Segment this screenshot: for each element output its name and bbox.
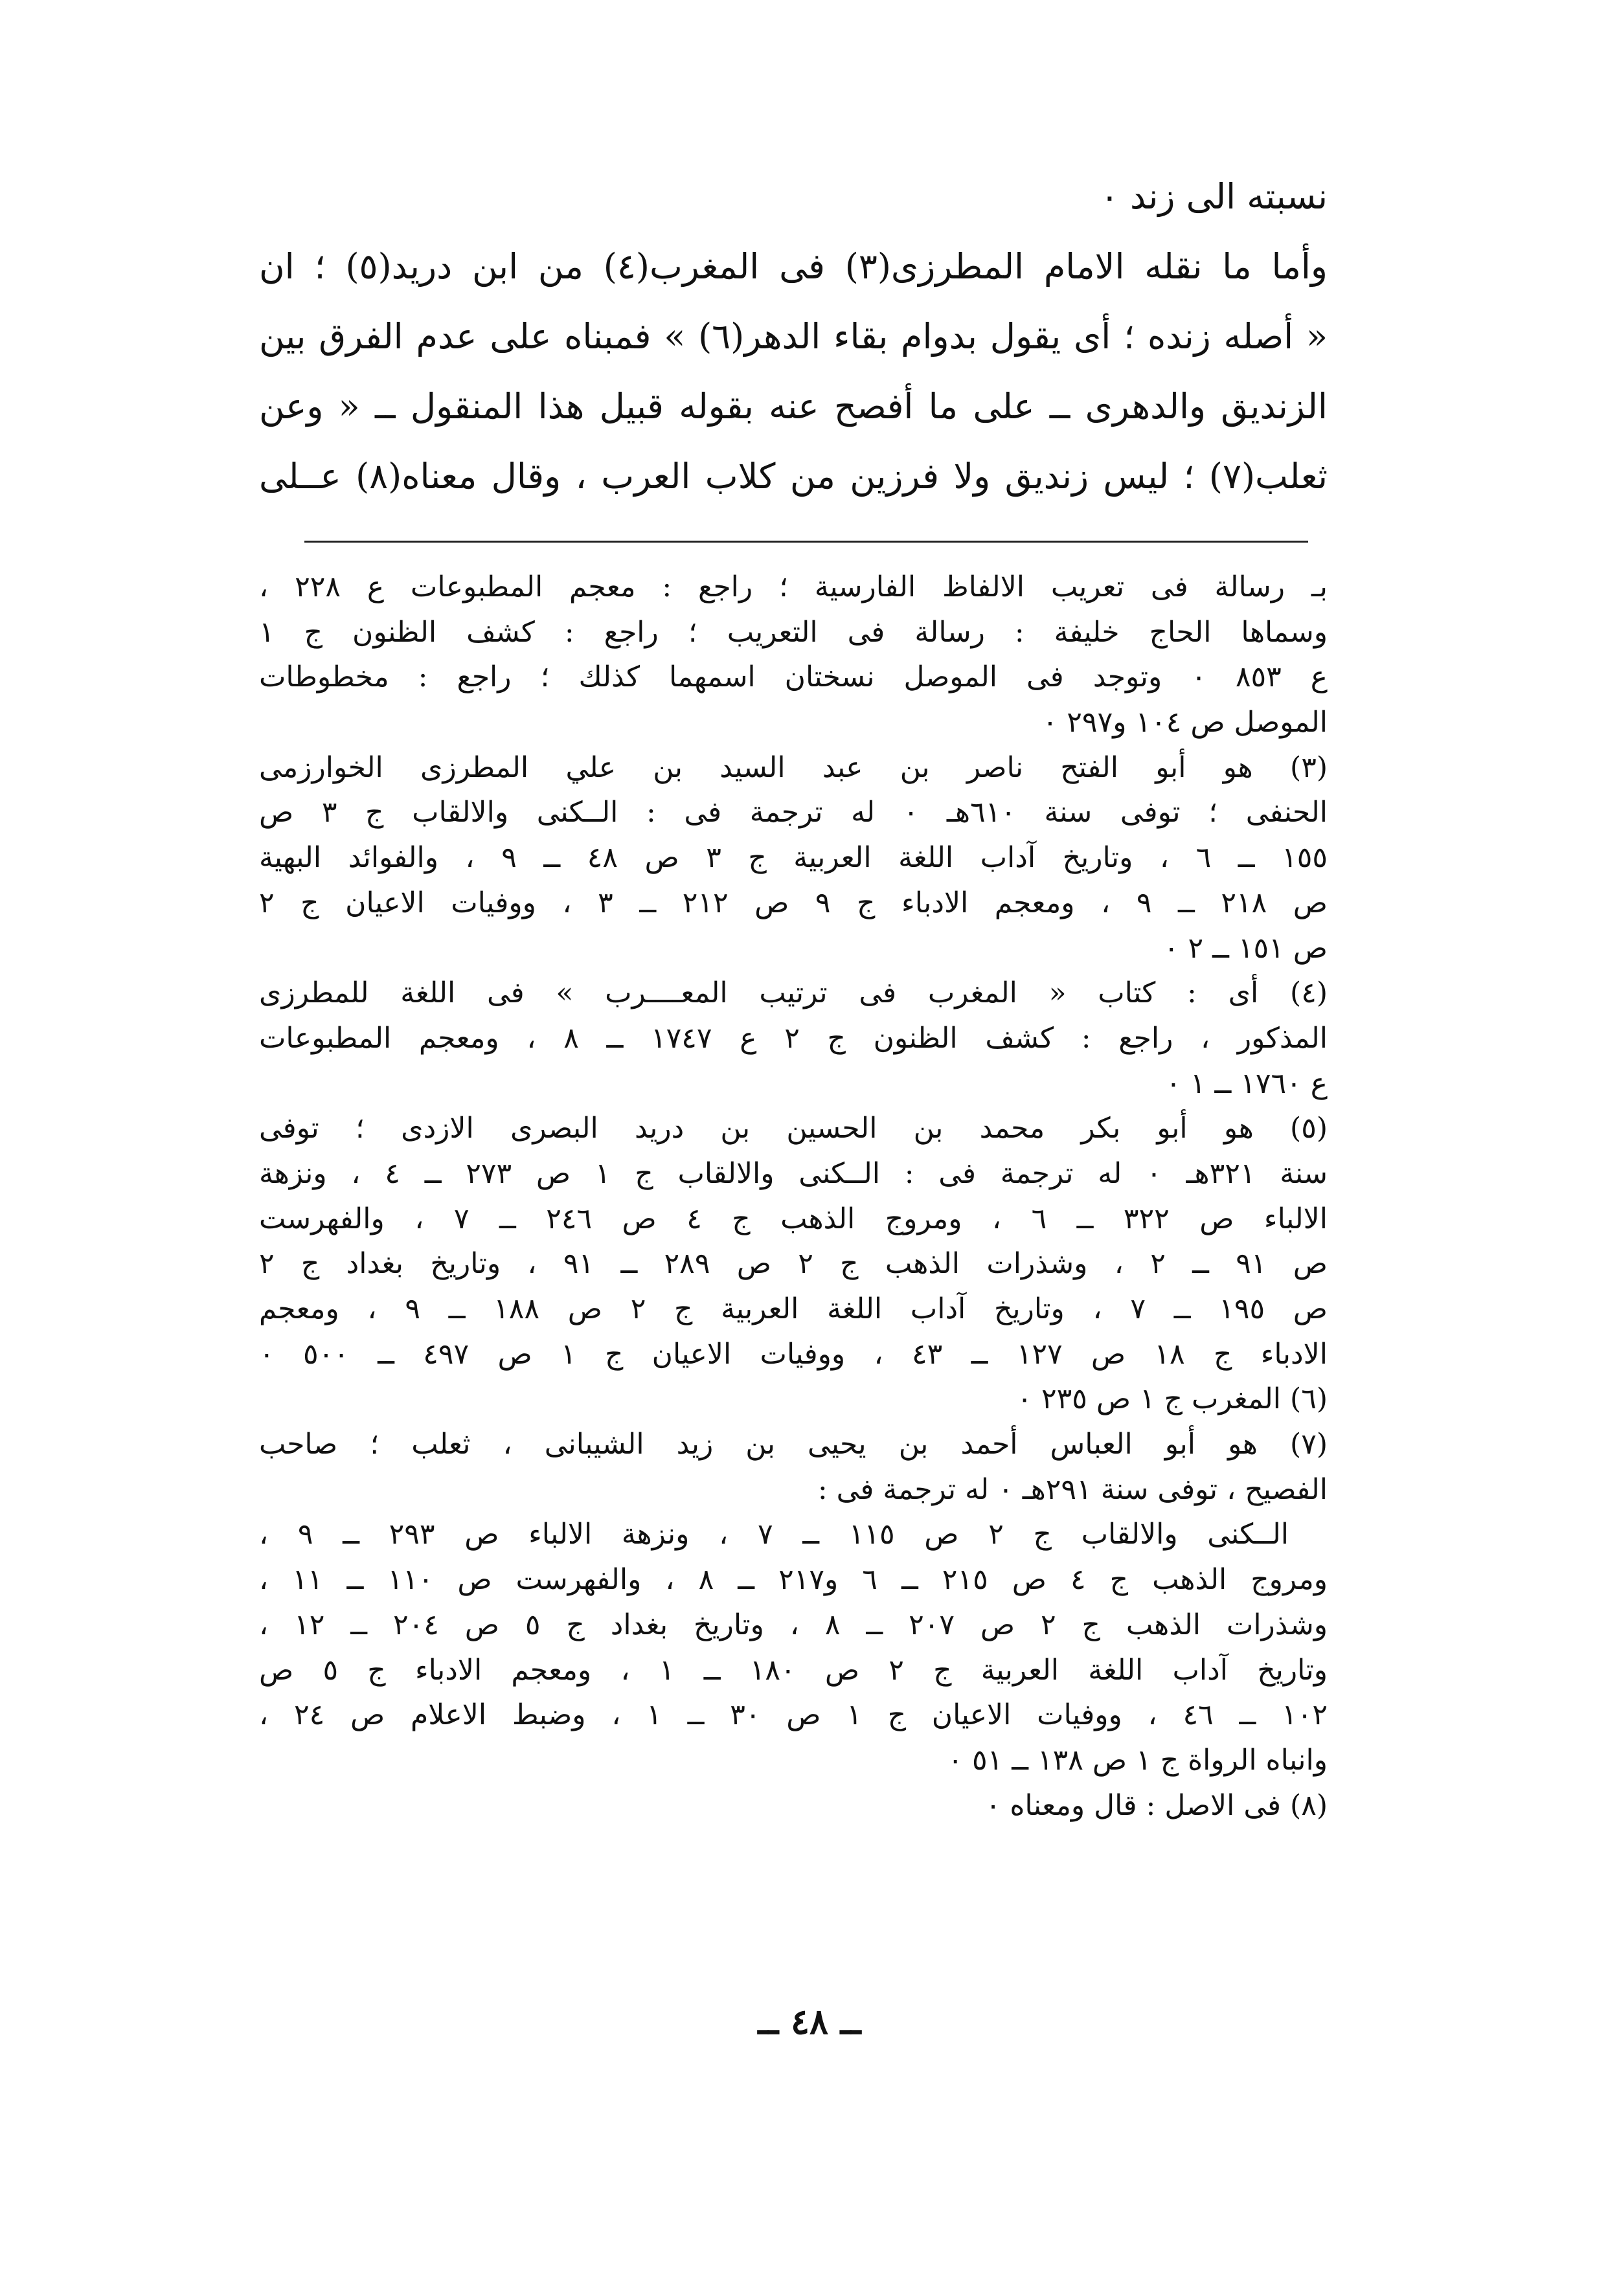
main-text-line: ثعلب(٧) ؛ ليس زنديق ولا فرزين من كلاب العرب ، وقال معناه(٨) عــلى bbox=[259, 456, 1328, 497]
main-text bbox=[259, 162, 1328, 512]
footnote-line: وانباه الرواة ج ١ ص ١٣٨ ــ ٥١ ٠ bbox=[947, 1743, 1328, 1777]
footnotes bbox=[259, 565, 1328, 1828]
main-text-line: الزنديق والدهرى ــ على ما أفصح عنه بقوله قبيل هذا المنقول ــ « وعن bbox=[259, 386, 1328, 427]
footnote-line: (٣) هو أبو الفتح ناصر بن عبد السيد بن علي المطرزى الخوارزمى bbox=[259, 750, 1328, 784]
footnote-line: ص ٢١٨ ــ ٩ ، ومعجم الادباء ج ٩ ص ٢١٢ ــ ٣ ، ووفيات الاعيان ج ٢ bbox=[259, 886, 1328, 919]
footnote-line: المذكور ، راجع : كشف الظنون ج ٢ ع ١٧٤٧ ــ ٨ ، ومعجم المطبوعات bbox=[259, 1021, 1328, 1055]
footnote-line: الفصيح ، توفى سنة ٢٩١هـ ٠ له ترجمة فى : bbox=[817, 1472, 1328, 1506]
footnote-line: (٧) هو أبو العباس أحمد بن يحيى بن زيد الشيبانى ، ثعلب ؛ صاحب bbox=[259, 1428, 1328, 1461]
footnote-line: ومروج الذهب ج ٤ ص ٢١٥ ــ ٦ و٢١٧ ــ ٨ ، والفهرست ص ١١٠ ــ ١١ ، bbox=[259, 1563, 1328, 1597]
footnote-line: وسماها الحاج خليفة : رسالة فى التعريب ؛ راجع : كشف الظنون ج ١ bbox=[259, 615, 1328, 649]
footnote-line: ١٥٥ ــ ٦ ، وتاريخ آداب اللغة العربية ج ٣ ص ٤٨ ــ ٩ ، والفوائد البهية bbox=[259, 841, 1328, 875]
page-number: ــ ٤٨ ــ bbox=[758, 2001, 861, 2042]
main-text-line: وأما ما نقله الامام المطرزى(٣) فى المغرب(٤) من ابن دريد(٥) ؛ ان bbox=[259, 246, 1328, 287]
main-text-line: « أصله زنده ؛ أى يقول بدوام بقاء الدهر(٦) » فمبناه على عدم الفرق بين bbox=[259, 316, 1328, 357]
footnote-line: ع ٨٥٣ ٠ وتوجد فى الموصل نسختان اسمهما كذلك ؛ راجع : مخطوطات bbox=[259, 660, 1328, 694]
footnote-line: الالباء ص ٣٢٢ ــ ٦ ، ومروج الذهب ج ٤ ص ٢٤٦ ــ ٧ ، والفهرست bbox=[259, 1202, 1328, 1235]
footnote-line: الــكنى والالقاب ج ٢ ص ١١٥ ــ ٧ ، ونزهة الالباء ص ٢٩٣ ــ ٩ ، bbox=[259, 1518, 1289, 1551]
footnote-line: (٤) أى : كتاب « المغرب فى ترتيب المعــــرب » فى اللغة للمطرزى bbox=[259, 976, 1328, 1010]
footnote-line: وشذرات الذهب ج ٢ ص ٢٠٧ ــ ٨ ، وتاريخ بغداد ج ٥ ص ٢٠٤ ــ ١٢ ، bbox=[259, 1608, 1328, 1641]
footnote-line: ع ١٧٦٠ ــ ١ ٠ bbox=[1166, 1066, 1328, 1100]
footnote-line: ص ١٥١ ــ ٢ ٠ bbox=[1163, 931, 1328, 965]
footnote-line: (٨) فى الاصل : قال ومعناه ٠ bbox=[985, 1788, 1328, 1822]
footnote-line: ص ٩١ ــ ٢ ، وشذرات الذهب ج ٢ ص ٢٨٩ ــ ٩١ ، وتاريخ بغداد ج ٢ bbox=[259, 1247, 1328, 1281]
footnote-line: وتاريخ آداب اللغة العربية ج ٢ ص ١٨٠ ــ ١ ، ومعجم الادباء ج ٥ ص bbox=[259, 1653, 1328, 1687]
footnote-line: الادباء ج ١٨ ص ١٢٧ ــ ٤٣ ، ووفيات الاعيان ج ١ ص ٤٩٧ ــ ٥٠٠ ٠ bbox=[259, 1337, 1328, 1371]
footnote-line: (٥) هو أبو بكر محمد بن الحسين بن دريد البصرى الازدى ؛ توفى bbox=[259, 1112, 1328, 1145]
footnote-line: ص ١٩٥ ــ ٧ ، وتاريخ آداب اللغة العربية ج ٢ ص ١٨٨ ــ ٩ ، ومعجم bbox=[259, 1292, 1328, 1325]
footnote-line: (٦) المغرب ج ١ ص ٢٣٥ ٠ bbox=[1017, 1382, 1328, 1416]
footnote-line: الحنفى ؛ توفى سنة ٦١٠هـ ٠ له ترجمة فى : الــكنى والالقاب ج ٣ ص bbox=[259, 796, 1328, 829]
footnote-line: بـ رسالة فى تعريب الالفاظ الفارسية ؛ راجع : معجم المطبوعات ع ٢٢٨ ، bbox=[259, 570, 1328, 603]
footnote-separator bbox=[304, 541, 1308, 543]
footnote-line: سنة ٣٢١هـ ٠ له ترجمة فى : الــكنى والالقاب ج ١ ص ٢٧٣ ــ ٤ ، ونزهة bbox=[259, 1156, 1328, 1190]
footnote-line: ١٠٢ ــ ٤٦ ، ووفيات الاعيان ج ١ ص ٣٠ ــ ١ ، وضبط الاعلام ص ٢٤ ، bbox=[259, 1698, 1328, 1732]
main-text-line: نسبته الى زند ٠ bbox=[1100, 176, 1328, 217]
footnote-line: الموصل ص ١٠٤ و٢٩٧ ٠ bbox=[1042, 706, 1328, 739]
